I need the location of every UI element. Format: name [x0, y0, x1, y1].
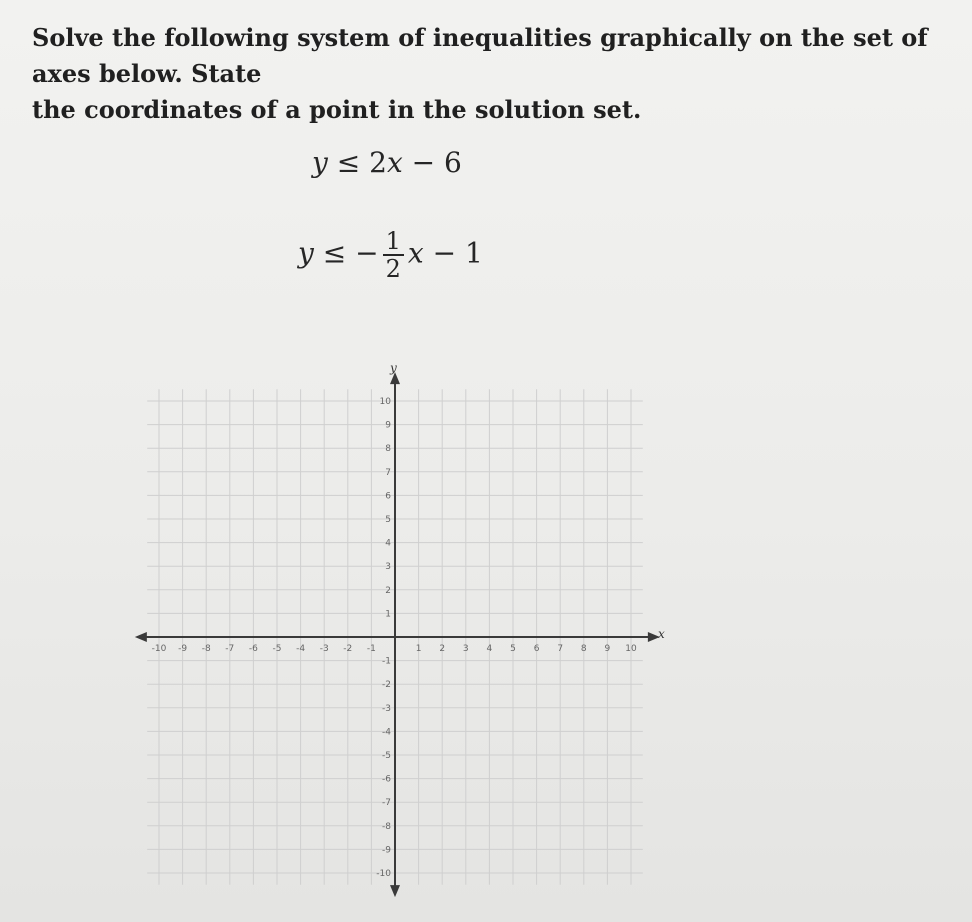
- ineq2-variable: x: [407, 236, 424, 270]
- y-tick-label: -9: [382, 845, 391, 856]
- x-tick-label: 3: [462, 644, 469, 654]
- prompt-line-1: Solve the following system of inequalities graphically on the set of axes below. State: [32, 23, 928, 88]
- ineq2-relation: ≤: [322, 236, 347, 270]
- x-tick-label: -3: [319, 644, 329, 654]
- y-tick-label: -2: [382, 680, 391, 691]
- axes: [135, 372, 660, 897]
- ineq2-operator: −: [432, 236, 457, 270]
- x-tick-label: 8: [580, 644, 587, 654]
- x-tick-label: 9: [604, 644, 611, 654]
- y-tick-label: -8: [382, 821, 391, 832]
- y-tick-label: 9: [385, 420, 391, 431]
- ineq2-constant: 1: [464, 236, 483, 270]
- ineq1-relation: ≤: [336, 146, 361, 179]
- y-axis-down-arrow-icon: [390, 885, 400, 897]
- x-tick-label: 10: [625, 644, 637, 654]
- x-axis-label: x: [658, 627, 665, 641]
- y-tick-label: 3: [385, 562, 391, 573]
- x-tick-label: 1: [415, 644, 422, 654]
- prompt-line-2: the coordinates of a point in the solution set.: [32, 95, 642, 124]
- ineq2-negative-sign: −: [355, 236, 379, 270]
- x-tick-label: -4: [296, 644, 306, 654]
- y-tick-label: -7: [382, 798, 391, 809]
- ineq1-variable: x: [386, 146, 403, 179]
- y-tick-label: 2: [385, 585, 391, 596]
- x-tick-label: -7: [225, 644, 235, 654]
- ineq2-lhs: y: [298, 236, 314, 270]
- y-tick-label: -4: [382, 727, 391, 738]
- x-tick-label: -9: [178, 644, 188, 654]
- x-tick-label: 7: [557, 644, 564, 654]
- ineq1-constant: 6: [444, 146, 462, 179]
- x-tick-label: 6: [533, 644, 540, 654]
- y-tick-label: 4: [385, 538, 391, 549]
- ineq1-lhs: y: [312, 146, 328, 179]
- x-tick-label: 4: [486, 644, 493, 654]
- x-tick-label: -6: [248, 644, 258, 654]
- y-tick-label: 10: [379, 397, 391, 407]
- ineq2-denominator: 2: [385, 255, 401, 283]
- ineq1-coefficient: 2: [369, 146, 387, 179]
- y-tick-label: 8: [385, 444, 391, 455]
- y-tick-label: -1: [382, 656, 391, 667]
- y-tick-label: 6: [385, 491, 391, 502]
- ineq2-numerator: 1: [383, 228, 404, 256]
- y-tick-label: -3: [382, 703, 391, 714]
- x-tick-label: -10: [151, 644, 167, 654]
- x-tick-label: 5: [510, 644, 516, 654]
- y-tick-label: 7: [385, 467, 391, 478]
- x-tick-label: -8: [201, 644, 211, 654]
- ineq1-operator: −: [411, 146, 436, 179]
- x-tick-label: -1: [366, 644, 376, 654]
- y-tick-label: -10: [376, 869, 391, 879]
- x-tick-label: -2: [343, 644, 353, 654]
- x-tick-label: 2: [439, 644, 446, 654]
- y-axis-label: y: [390, 361, 397, 375]
- x-axis-left-arrow-icon: [135, 632, 147, 642]
- y-tick-label: -5: [382, 751, 391, 761]
- x-tick-label: -5: [272, 644, 282, 654]
- y-tick-label: 1: [385, 609, 391, 620]
- y-tick-label: 5: [385, 515, 391, 525]
- y-tick-label: -6: [382, 774, 391, 785]
